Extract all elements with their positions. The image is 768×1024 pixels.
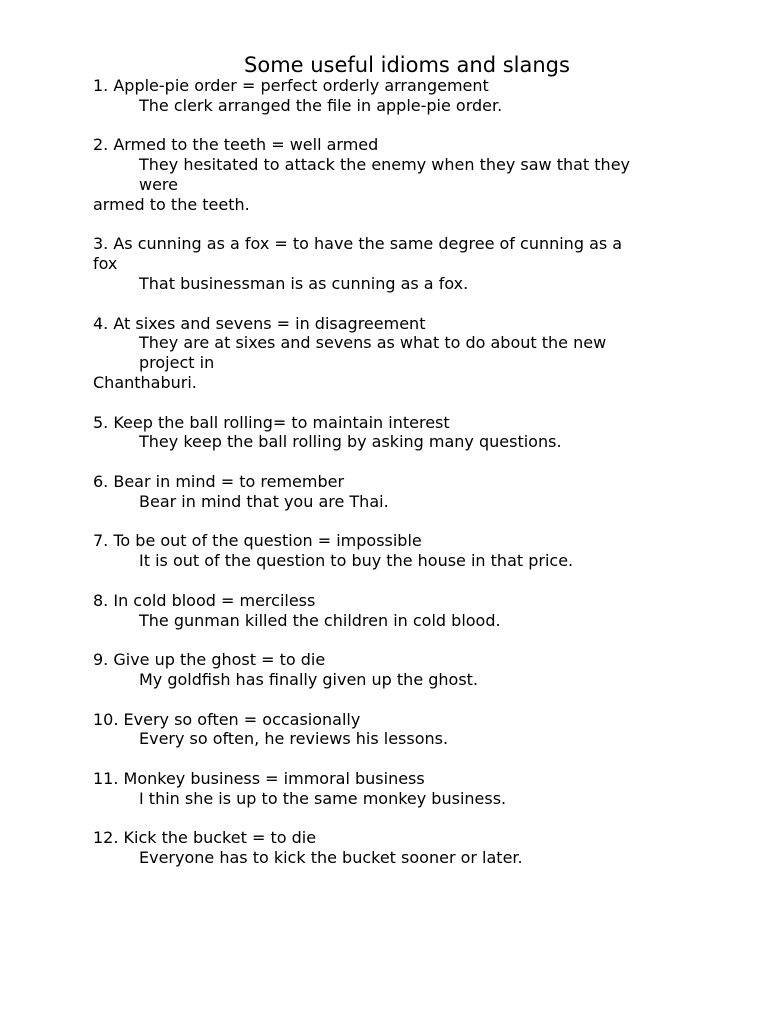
idiom-definition: 11. Monkey business = immoral business (93, 768, 425, 788)
idiom-entry (93, 76, 713, 116)
idiom-example-continuation: Chanthaburi. (93, 372, 197, 392)
idiom-entry (93, 531, 713, 571)
idiom-example: They hesitated to attack the enemy when they saw that they (139, 155, 631, 175)
idiom-entry (93, 650, 713, 690)
idiom-definition: fox (93, 254, 118, 274)
idiom-entry (93, 769, 713, 809)
idiom-definition: 9. Give up the ghost = to die (93, 650, 326, 670)
idiom-entry (93, 413, 713, 453)
idiom-example: That businessman is as cunning as a fox. (139, 273, 469, 293)
idiom-definition: 2. Armed to the teeth = well armed (93, 135, 379, 155)
idiom-definition: 8. In cold blood = merciless (93, 590, 316, 610)
idiom-entry (93, 710, 713, 750)
idiom-example: I thin she is up to the same monkey business. (139, 788, 507, 808)
idiom-example: They are at sixes and sevens as what to do about the new (139, 333, 607, 353)
idiom-definition: 4. At sixes and sevens = in disagreement (93, 313, 426, 333)
idiom-entry (93, 472, 713, 512)
idiom-example: Bear in mind that you are Thai. (139, 491, 389, 511)
idiom-entry (93, 234, 713, 293)
idiom-entry (93, 135, 713, 214)
idiom-example: Every so often, he reviews his lessons. (139, 729, 449, 749)
idiom-entry (93, 828, 713, 868)
idiom-entry (93, 314, 713, 393)
idiom-example: The clerk arranged the file in apple-pie order. (139, 95, 503, 115)
idiom-definition: 10. Every so often = occasionally (93, 709, 361, 729)
idiom-definition: 12. Kick the bucket = to die (93, 828, 317, 848)
idiom-example: They keep the ball rolling by asking many questions. (139, 432, 562, 452)
document-title: Some useful idioms and slangs (244, 53, 570, 77)
idiom-definition: 3. As cunning as a fox = to have the same degree of cunning as a (93, 234, 623, 254)
idiom-list (93, 76, 713, 888)
idiom-example: The gunman killed the children in cold blood. (139, 610, 501, 630)
idiom-definition: 6. Bear in mind = to remember (93, 471, 345, 491)
idiom-example: It is out of the question to buy the house in that price. (139, 551, 574, 571)
idiom-example: were (139, 174, 178, 194)
idiom-example: My goldfish has finally given up the ghost. (139, 669, 479, 689)
idiom-example-continuation: armed to the teeth. (93, 194, 250, 214)
idiom-definition: 7. To be out of the question = impossible (93, 531, 422, 551)
idiom-entry (93, 591, 713, 631)
idiom-example: Everyone has to kick the bucket sooner or later. (139, 848, 523, 868)
idiom-definition: 5. Keep the ball rolling= to maintain interest (93, 412, 450, 432)
idiom-example: project in (139, 353, 215, 373)
idiom-definition: 1. Apple-pie order = perfect orderly arrangement (93, 76, 489, 95)
